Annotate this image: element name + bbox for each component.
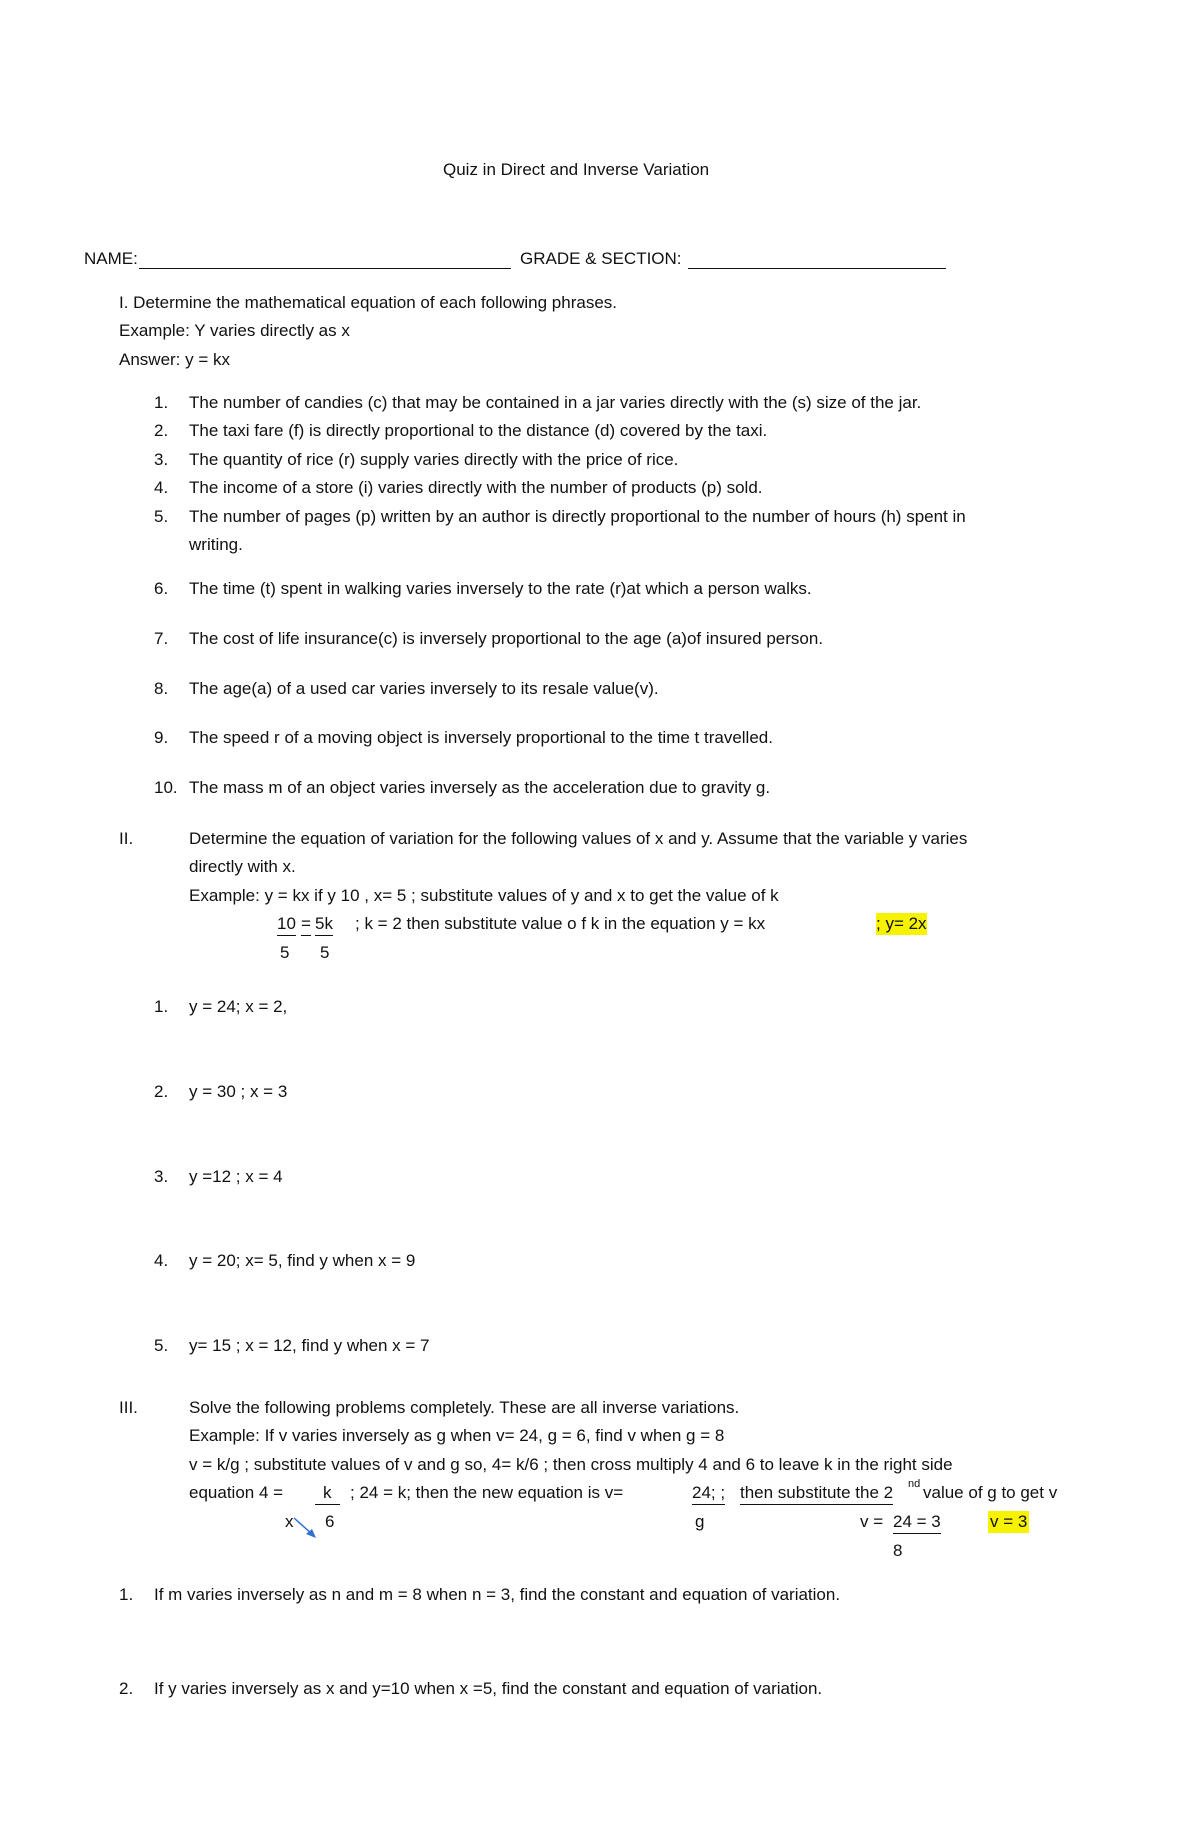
list-item: The cost of life insurance(c) is inversely proportional to the age (a)of insured person.: [189, 629, 824, 648]
list-item-number: 4.: [154, 1251, 169, 1270]
highlighted-answer: ; y= 2x: [876, 914, 927, 933]
fraction-denominator: 5: [280, 943, 290, 962]
list-item-number: 5.: [154, 507, 169, 526]
part2-example: Example: y = kx if y 10 , x= 5 ; substitute values of y and x to get the value of k: [189, 886, 779, 905]
list-item: y = 20; x= 5, find y when x = 9: [189, 1251, 416, 1270]
part2-instruction-continuation: directly with x.: [189, 857, 296, 876]
highlighted-answer: v = 3: [990, 1512, 1028, 1531]
part3-equation-then: then substitute the 2: [740, 1482, 893, 1505]
list-item-number: 3.: [154, 450, 169, 469]
list-item: The number of pages (p) written by an author is directly proportional to the number of hours (h) spent in: [189, 507, 966, 526]
part3-numeral: III.: [119, 1398, 138, 1417]
list-item-number: 5.: [154, 1336, 169, 1355]
fraction-equals: =: [301, 913, 311, 936]
list-item-number: 4.: [154, 478, 169, 497]
list-item: The number of candies (c) that may be contained in a jar varies directly with the (s) size of the jar.: [189, 393, 922, 412]
part3-solution-line: v = k/g ; substitute values of v and g so, 4= k/6 ; then cross multiply 4 and 6 to leave k in the right side: [189, 1455, 953, 1474]
page-title: Quiz in Direct and Inverse Variation: [443, 160, 710, 179]
list-item-number: 2.: [119, 1679, 134, 1698]
list-item: The time (t) spent in walking varies inversely to the rate (r)at which a person walks.: [189, 579, 812, 598]
list-item: y =12 ; x = 4: [189, 1167, 283, 1186]
fraction-numerator: k: [315, 1482, 340, 1505]
fraction-denominator: x: [285, 1512, 294, 1531]
list-item-number: 9.: [154, 728, 169, 747]
grade-section-blank[interactable]: [688, 268, 946, 269]
list-item: The quantity of rice (r) supply varies directly with the price of rice.: [189, 450, 679, 469]
part3-example: Example: If v varies inversely as g when v= 24, g = 6, find v when g = 8: [189, 1426, 725, 1445]
name-label: NAME:: [84, 249, 138, 268]
list-item: The age(a) of a used car varies inversely to its resale value(v).: [189, 679, 659, 698]
part1-example: Example: Y varies directly as x: [119, 321, 350, 340]
name-blank[interactable]: [139, 268, 511, 269]
list-item: If m varies inversely as n and m = 8 when n = 3, find the constant and equation of variation.: [154, 1585, 841, 1604]
v-equals: v =: [860, 1512, 884, 1531]
list-item-number: 3.: [154, 1167, 169, 1186]
part3-equation-end: value of g to get v: [923, 1483, 1058, 1502]
list-item-number: 6.: [154, 579, 169, 598]
list-item: The speed r of a moving object is inversely proportional to the time t travelled.: [189, 728, 773, 747]
list-item-continuation: writing.: [189, 535, 243, 554]
fraction-numerator: 5k: [315, 913, 333, 936]
list-item-number: 1.: [119, 1585, 134, 1604]
part2-numeral: II.: [119, 829, 134, 848]
fraction-denominator: 6: [325, 1512, 335, 1531]
fraction-numerator: 10: [277, 913, 296, 936]
part3-equation-start: equation 4 =: [189, 1483, 284, 1502]
superscript-nd: nd: [908, 1478, 921, 1490]
list-item: The mass m of an object varies inversely as the acceleration due to gravity g.: [189, 778, 771, 797]
arrow-icon: [292, 1515, 320, 1541]
list-item-number: 8.: [154, 679, 169, 698]
part2-instruction: Determine the equation of variation for the following values of x and y. Assume that the variable y varies: [189, 829, 968, 848]
list-item-number: 2.: [154, 1082, 169, 1101]
list-item-number: 1.: [154, 997, 169, 1016]
list-item: The income of a store (i) varies directly with the number of products (p) sold.: [189, 478, 763, 497]
list-item: y = 30 ; x = 3: [189, 1082, 288, 1101]
fraction-denominator: g: [695, 1512, 705, 1531]
list-item-number: 2.: [154, 421, 169, 440]
list-item: y = 24; x = 2,: [189, 997, 288, 1016]
list-item: The taxi fare (f) is directly proportional to the distance (d) covered by the taxi.: [189, 421, 768, 440]
example-k-line: ; k = 2 then substitute value o f k in the equation y = kx: [355, 914, 766, 933]
list-item-number: 1.: [154, 393, 169, 412]
part1-instruction: I. Determine the mathematical equation of each following phrases.: [119, 293, 617, 312]
list-item-number: 7.: [154, 629, 169, 648]
part3-instruction: Solve the following problems completely. These are all inverse variations.: [189, 1398, 740, 1417]
fraction-numerator: 24; ;: [692, 1482, 725, 1505]
list-item: y= 15 ; x = 12, find y when x = 7: [189, 1336, 430, 1355]
list-item: If y varies inversely as x and y=10 when x =5, find the constant and equation of variation.: [154, 1679, 823, 1698]
fraction-denominator: 5: [320, 943, 330, 962]
list-item-number: 10.: [154, 778, 178, 797]
part3-equation-mid: ; 24 = k; then the new equation is v=: [350, 1483, 624, 1502]
part1-answer: Answer: y = kx: [119, 350, 231, 369]
fraction-numerator: 24 = 3: [893, 1511, 941, 1534]
fraction-denominator: 8: [893, 1541, 903, 1560]
grade-section-label: GRADE & SECTION:: [520, 249, 682, 268]
